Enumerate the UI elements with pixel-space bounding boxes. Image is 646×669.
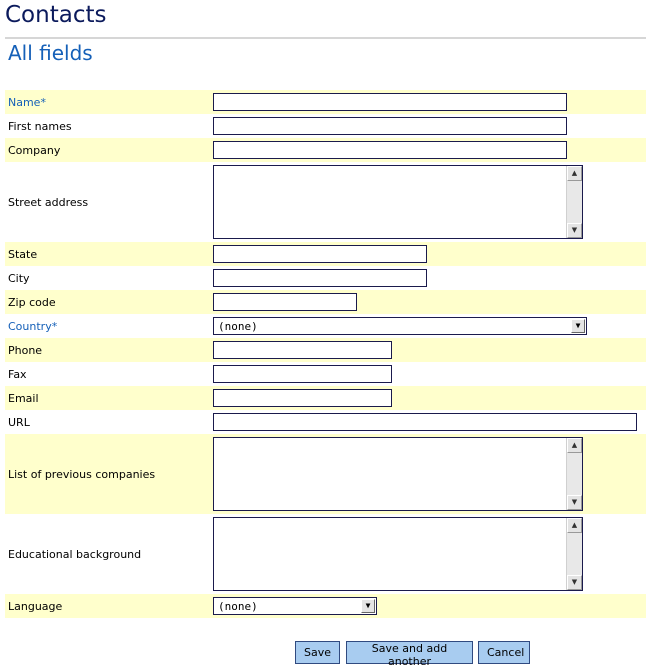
street-address-label: Street address [8,196,89,209]
form-row-first-names [5,114,646,138]
form-row-zip-code [5,290,646,314]
previous-companies-scrollbar[interactable] [566,438,582,510]
chevron-down-icon[interactable]: ▼ [361,599,375,613]
city-input[interactable] [213,269,427,287]
form-row-country [5,314,646,338]
language-selected-value: (none) [218,600,258,613]
url-label: URL [8,416,30,429]
save-button[interactable]: Save [295,641,340,664]
form-row-city [5,266,646,290]
form-row-name [5,90,646,114]
form-row-email [5,386,646,410]
title-divider [5,37,646,39]
scroll-up-icon[interactable]: ▲ [567,438,582,453]
scroll-up-icon[interactable]: ▲ [567,166,582,181]
zip-code-input[interactable] [213,293,357,311]
page-title: Contacts [5,2,107,28]
country-select[interactable] [213,317,587,335]
scroll-down-icon[interactable]: ▼ [567,223,582,238]
email-input[interactable] [213,389,392,407]
street-address-textarea[interactable] [213,165,583,239]
name-label: Name* [8,96,46,109]
form-row-previous-companies [5,434,646,514]
street-address-scrollbar[interactable] [566,166,582,238]
name-input[interactable] [213,93,567,111]
form-row-url [5,410,646,434]
previous-companies-label: List of previous companies [8,468,156,481]
educational-background-label: Educational background [8,548,142,561]
first-names-label: First names [8,120,72,133]
previous-companies-textarea[interactable] [213,437,583,511]
save-and-add-another-button[interactable]: Save and add another [346,641,473,664]
company-input[interactable] [213,141,567,159]
educational-background-scrollbar[interactable] [566,518,582,590]
scroll-up-icon[interactable]: ▲ [567,518,582,533]
scroll-down-icon[interactable]: ▼ [567,495,582,510]
state-input[interactable] [213,245,427,263]
language-select[interactable] [213,597,377,615]
form-row-educational-background [5,514,646,594]
section-title: All fields [8,41,93,65]
url-input[interactable] [213,413,637,431]
fax-input[interactable] [213,365,392,383]
form-row-state [5,242,646,266]
company-label: Company [8,144,61,157]
email-label: Email [8,392,39,405]
chevron-down-icon[interactable]: ▼ [571,319,585,333]
first-names-input[interactable] [213,117,567,135]
form-row-phone [5,338,646,362]
form-row-language [5,594,646,618]
city-label: City [8,272,30,285]
cancel-button[interactable]: Cancel [478,641,530,664]
form-row-company [5,138,646,162]
educational-background-textarea[interactable] [213,517,583,591]
zip-code-label: Zip code [8,296,56,309]
form-row-fax [5,362,646,386]
scroll-down-icon[interactable]: ▼ [567,575,582,590]
language-label: Language [8,600,63,613]
phone-label: Phone [8,344,43,357]
fax-label: Fax [8,368,27,381]
country-selected-value: (none) [218,320,258,333]
phone-input[interactable] [213,341,392,359]
country-label: Country* [8,320,58,333]
state-label: State [8,248,38,261]
form-row-street-address [5,162,646,242]
